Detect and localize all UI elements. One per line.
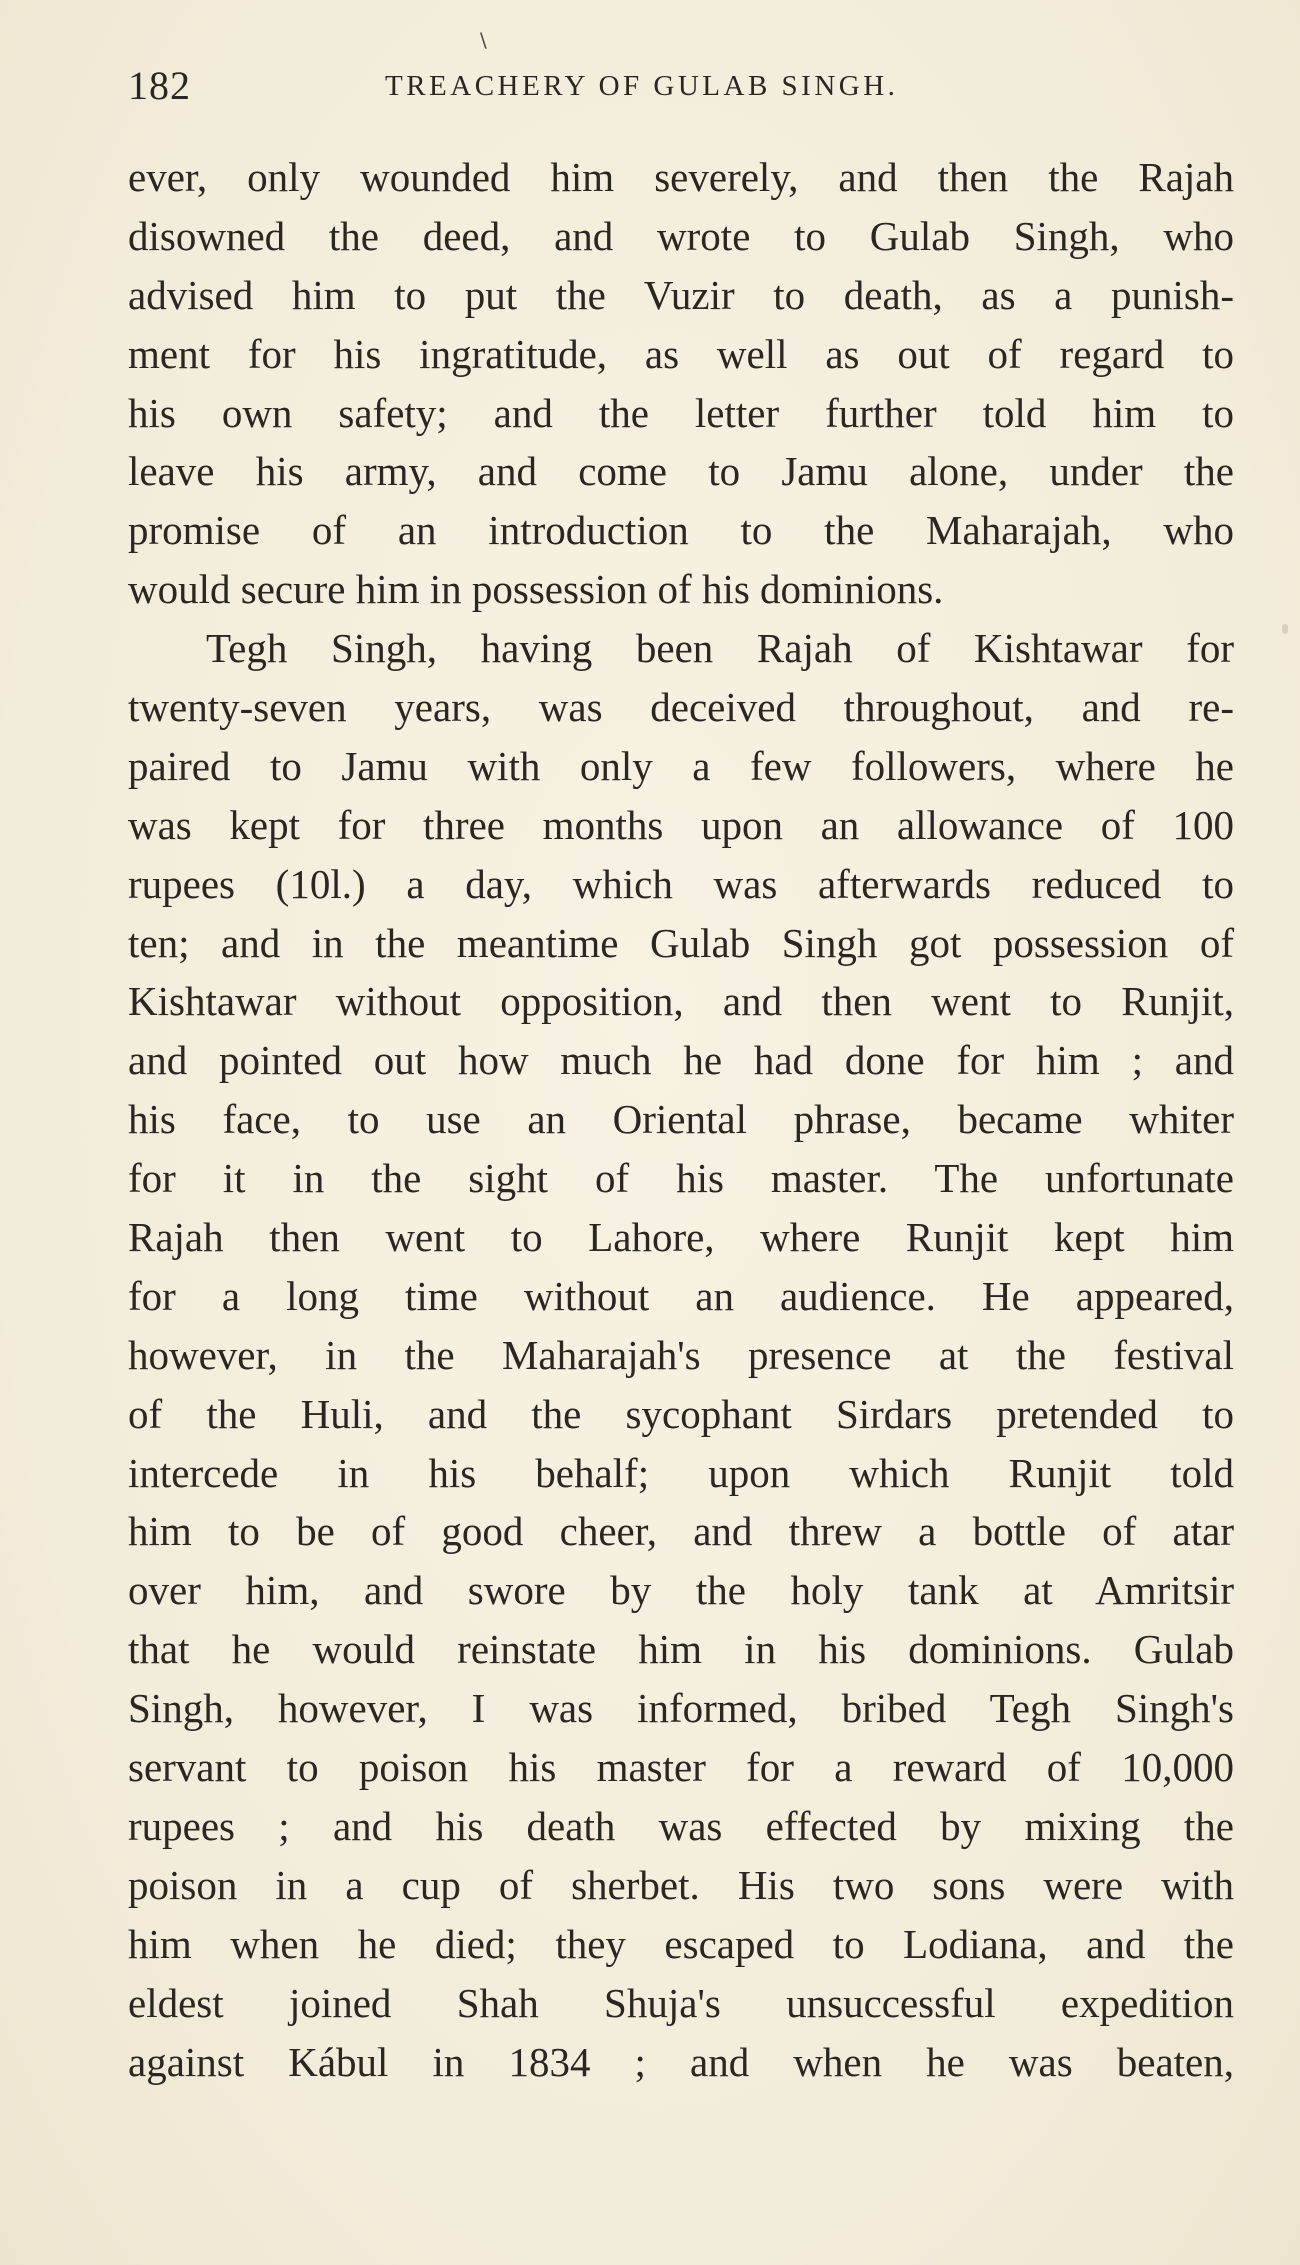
text-line: and pointed out how much he had done for him ; and bbox=[128, 1037, 1234, 1084]
running-title: TREACHERY OF GULAB SINGH. bbox=[385, 70, 899, 102]
text-line: promise of an introduction to the Maharajah, who bbox=[128, 507, 1234, 554]
text-line: eldest joined Shah Shuja's unsuccessful expedition bbox=[128, 1979, 1234, 2026]
text-line: him when he died; they escaped to Lodiana, and the bbox=[128, 1920, 1234, 1967]
printer-mark: \ bbox=[480, 28, 487, 52]
text-line: for a long time without an audience. He appeared, bbox=[128, 1272, 1234, 1319]
text-line: ever, only wounded him severely, and then the Rajah bbox=[128, 154, 1234, 200]
text-line: him to be of good cheer, and threw a bottle of atar bbox=[128, 1508, 1234, 1555]
text-line: his own safety; and the letter further told him to bbox=[128, 389, 1234, 436]
running-header bbox=[128, 62, 1238, 118]
text-line: of the Huli, and the sycophant Sirdars pretended to bbox=[128, 1390, 1234, 1437]
text-line: ment for his ingratitude, as well as out of regard to bbox=[128, 330, 1234, 377]
page-number: 182 bbox=[128, 63, 191, 108]
text-line: was kept for three months upon an allowance of 100 bbox=[128, 801, 1234, 848]
text-line: Kishtawar without opposition, and then went to Runjit, bbox=[128, 978, 1234, 1025]
body-text bbox=[128, 148, 1234, 2091]
text-line: servant to poison his master for a reward of 10,000 bbox=[128, 1744, 1234, 1791]
text-line: rupees ; and his death was effected by mixing the bbox=[128, 1802, 1234, 1849]
text-line: ten; and in the meantime Gulab Singh got possession of bbox=[128, 919, 1234, 966]
text-line: intercede in his behalf; upon which Runjit told bbox=[128, 1449, 1234, 1496]
text-line: Singh, however, I was informed, bribed Tegh Singh's bbox=[128, 1685, 1234, 1732]
text-line: for it in the sight of his master. The unfortunate bbox=[128, 1155, 1234, 1202]
paragraph-end-line: would secure him in possession of his dominions. bbox=[128, 566, 944, 613]
text-line: Rajah then went to Lahore, where Runjit kept him bbox=[128, 1214, 1234, 1261]
paper-speck bbox=[1282, 624, 1288, 634]
text-line: his face, to use an Oriental phrase, became whiter bbox=[128, 1096, 1234, 1143]
text-line: advised him to put the Vuzir to death, as a punish- bbox=[128, 271, 1234, 318]
text-line: that he would reinstate him in his dominions. Gulab bbox=[128, 1626, 1234, 1673]
text-line: twenty-seven years, was deceived throughout, and re- bbox=[128, 684, 1234, 731]
text-line: poison in a cup of sherbet. His two sons were with bbox=[128, 1861, 1234, 1908]
text-line: however, in the Maharajah's presence at the festival bbox=[128, 1331, 1234, 1378]
text-line: leave his army, and come to Jamu alone, under the bbox=[128, 448, 1234, 495]
text-line: rupees (10l.) a day, which was afterwards reduced to bbox=[128, 860, 1234, 907]
text-line: against Kábul in 1834 ; and when he was beaten, bbox=[128, 2038, 1234, 2085]
text-line: disowned the deed, and wrote to Gulab Singh, who bbox=[128, 212, 1234, 259]
text-line: paired to Jamu with only a few followers, where he bbox=[128, 742, 1234, 789]
text-line: over him, and swore by the holy tank at Amritsir bbox=[128, 1567, 1234, 1614]
paragraph-start-line: Tegh Singh, having been Rajah of Kishtawar for bbox=[206, 625, 1234, 672]
